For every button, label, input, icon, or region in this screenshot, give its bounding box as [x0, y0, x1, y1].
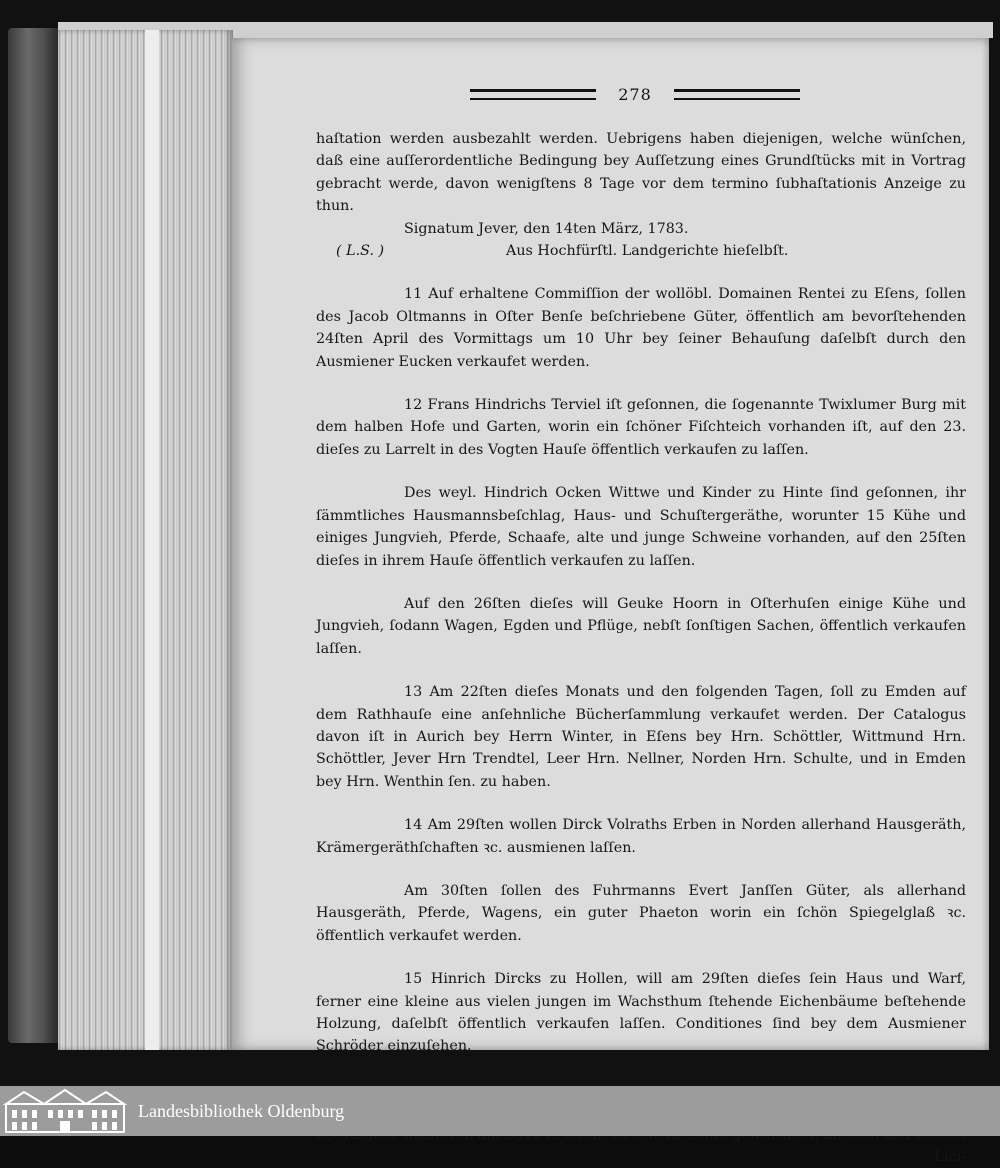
paragraph-12b: Des weyl. Hindrich Ocken Wittwe und Kinder zu Hinte ſind geſonnen, ihr ſämmtliches Hausmannsbeſchlag, Haus- und Schuſtergeräthe, worunter 15 Kühe und einiges Jungvieh, Pferde, Schaafe, alte und junge Schweine vorhanden, auf den 25ſten dieſes in ihrem Hauſe öffentlich verkaufen zu laſſen. — [316, 485, 966, 569]
library-name: Landesbibliothek Oldenburg — [138, 1100, 345, 1121]
library-building-logo-icon — [4, 1088, 126, 1134]
paragraph-12: 12 Frans Hindrichs Terviel iſt geſonnen, die ſogenannte Twixlumer Burg mit dem halben Hofe und Garten, worin ein ſchöner Fiſchteich vorhanden iſt, auf den 23. dieſes zu Larrelt in des Vogten Hauſe öffentlich verkaufen zu laſſen. — [316, 397, 966, 458]
court-line: Aus Hochfürſtl. Landgerichte hieſelbſt. — [506, 243, 789, 260]
seal-mark: ( L.S. ) — [336, 243, 385, 260]
paragraph-14: 14 Am 29ſten wollen Dirck Volraths Erben in Norden allerhand Hausgeräth, Krämergeräthſchaften ꝛc. ausmienen laſſen. — [316, 817, 966, 856]
book-cover-edge — [8, 28, 58, 1043]
seal-line — [316, 240, 966, 262]
library-footer — [0, 1086, 1000, 1136]
header-rule-left — [470, 89, 596, 100]
catchword: Lici- — [934, 1149, 966, 1166]
page-number: 278 — [618, 84, 652, 104]
paragraph-continuation: haſtation werden ausbezahlt werden. Uebrigens haben diejenigen, welche wünſchen, daß eine auſſerordentliche Bedingung bey Auſſetzung eines Grundſtücks mit in Vortrag gebracht werde, davon wenigſtens 8 Tage vor dem termino ſubhaſtationis Anzeige zu thun. — [316, 131, 966, 215]
page-edge-band — [145, 30, 159, 1050]
paragraph-15: 15 Hinrich Dircks zu Hollen, will am 29ſten dieſes ſein Haus und Warf, ferner eine kleine aus vielen jungen im Wachsthum ſtehende Eichenbäume beſtehende Holzung, daſelbſt öffentlich verkaufen laſſen. Conditiones ſind bey dem Ausmiener Schröder einzuſehen. — [316, 971, 966, 1055]
signature-line: Signatum Jever, den 14ten März, 1783. — [404, 220, 689, 237]
paragraph-14b: Am 30ſten ſollen des Fuhrmanns Evert Janſſen Güter, als allerhand Hausgeräth, Pferde, Wagens, ein guter Phaeton worin ein ſchön Spiegelglaß ꝛc. öffentlich verkaufet werden. — [316, 882, 966, 944]
paragraph-12c: Auf den 26ſten dieſes will Geuke Hoorn in Oſterhuſen einige Kühe und Jungvieh, ſodann Wagen, Egden und Pflüge, nebſt ſonſtigen Sachen, öffentlich verkaufen laſſen. — [316, 595, 966, 657]
header-rule-right — [674, 89, 800, 100]
page-header — [470, 82, 800, 106]
paragraph-11: 11 Auf erhaltene Commiſſion der wollöbl. Domainen Rentei zu Eſens, ſollen des Jacob Oltmanns in Oſter Benſe beſchriebene Güter, öffentlich am bevorſtehenden 24ſten April des Vormittags um 10 Uhr bey ſeiner Behauſung daſelbſt durch den Ausmiener Eucken verkaufet werden. — [316, 286, 966, 370]
paragraph-13: 13 Am 22ſten dieſes Monats und den folgenden Tagen, ſoll zu Emden auf dem Rathhauſe eine anſehnliche Bücherſammlung verkaufet werden. Der Catalogus davon iſt in Aurich bey Herrn Winter, in Eſens bey Hrn. Schöttler, Wittmund Hrn. Schöttler, Jever Hrn Trendtel, Leer Hrn. Nellner, Norden Hrn. Schulte, und in Emden bey Hrn. Wenthin ſen. zu haben. — [316, 684, 966, 790]
page-text — [316, 128, 966, 1168]
